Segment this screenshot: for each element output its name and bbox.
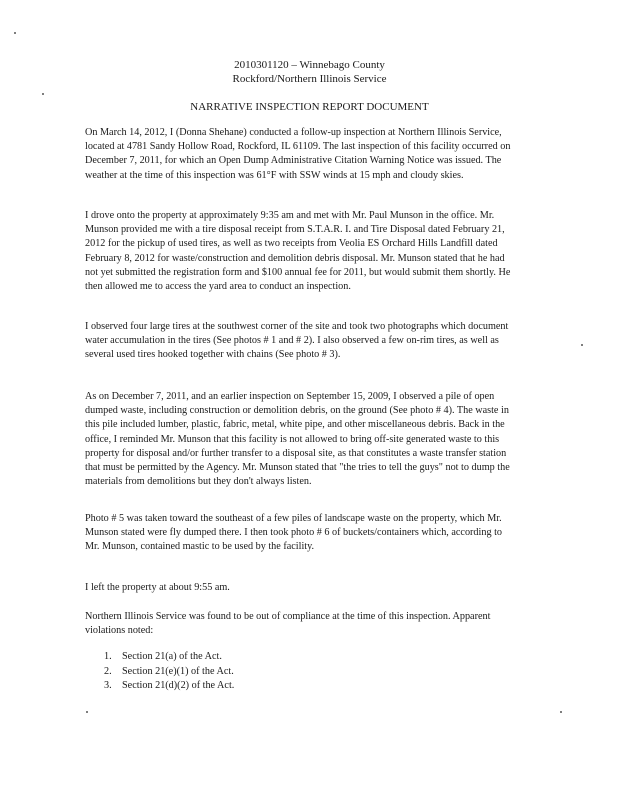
list-item xyxy=(104,665,404,680)
paragraph-departure xyxy=(85,581,515,595)
scan-speck xyxy=(86,711,88,713)
paragraph-text: I left the property at about 9:55 am. xyxy=(85,582,230,593)
list-item-number: 3. xyxy=(104,680,112,691)
case-number-line: 2010301120 – Winnebago County xyxy=(234,59,385,71)
scan-speck xyxy=(42,93,44,95)
list-item-text: Section 21(e)(1) of the Act. xyxy=(122,665,234,677)
paragraph-text: Northern Illinois Service was found to be out of compliance at the time of this inspection. Apparent violations noted: xyxy=(85,611,491,637)
list-item-number: 2. xyxy=(104,665,112,677)
paragraph-landscape-waste xyxy=(85,512,515,555)
document-title: NARRATIVE INSPECTION REPORT DOCUMENT xyxy=(190,101,429,113)
paragraph-text: I drove onto the property at approximately 9:35 am and met with Mr. Paul Munson in the office. Mr. Munson provided me with a tire disposal receipt from S.T.A.R. I. and Tire Disposal dated February 21, 2012 for the pickup of used tires, as well as two receipts from Veolia ES Orchard Hills Landfill dated February 8, 2012 for waste/construction and demolition debris disposal. Mr. Munson stated that he had not yet submitted the registration form and $100 annual fee for 2011, but would submit them shortly. He then allowed me to access the yard area to conduct an inspection. xyxy=(85,210,511,293)
scan-speck xyxy=(14,32,16,34)
list-item xyxy=(104,650,404,665)
paragraph-text: On March 14, 2012, I (Donna Shehane) conducted a follow-up inspection at Northern Illinois Service, located at 4781 Sandy Hollow Road, Rockford, IL 61109. The last inspection of this facility occurred on December 7, 2011, for which an Open Dump Administrative Citation Warning Notice was issued. The weather at the time of this inspection was 61°F with SSW winds at 15 mph and cloudy skies. xyxy=(85,127,511,181)
list-item xyxy=(104,679,404,694)
paragraph-compliance xyxy=(85,610,515,638)
paragraph-tire-observations xyxy=(85,320,515,363)
paragraph-text: Photo # 5 was taken toward the southeast of a few piles of landscape waste on the property, which Mr. Munson stated were fly dumped there. I then took photo # 6 of buckets/containers which, according to Mr. Munson, contained mastic to be used by the facility. xyxy=(85,513,503,553)
scan-speck xyxy=(560,711,562,713)
paragraph-office-visit xyxy=(85,209,515,294)
facility-name-line: Rockford/Northern Illinois Service xyxy=(232,73,387,85)
list-item-text: Section 21(a) of the Act. xyxy=(122,651,222,662)
scan-speck xyxy=(581,344,583,346)
paragraph-intro xyxy=(85,126,515,183)
paragraph-open-dump xyxy=(85,390,515,489)
paragraph-text: As on December 7, 2011, and an earlier inspection on September 15, 2009, I observed a pile of open dumped waste, including construction or demolition debris, on the ground (See photo # 4). The waste in this pile included lumber, plastic, fabric, metal, white pipe, and other miscellaneous debris. Back in the office, I reminded Mr. Munson that this facility is not allowed to bring off-site generated waste to this property for disposal and/or further transfer to a disposal site, as that constitutes a waste transfer station that must be permitted by the Agency. Mr. Munson stated that "the tries to tell the guys" not to dump the materials from demolitions but they don't always listen. xyxy=(85,391,510,488)
list-item-number: 1. xyxy=(104,651,112,662)
list-item-text: Section 21(d)(2) of the Act. xyxy=(122,680,235,691)
violations-list xyxy=(104,650,404,694)
paragraph-text: I observed four large tires at the southwest corner of the site and took two photographs which document water accumulation in the tires (See photos # 1 and # 2). I also observed a few on-rim tires, as well as several used tires hooked together with chains (See photo # 3). xyxy=(85,321,509,361)
